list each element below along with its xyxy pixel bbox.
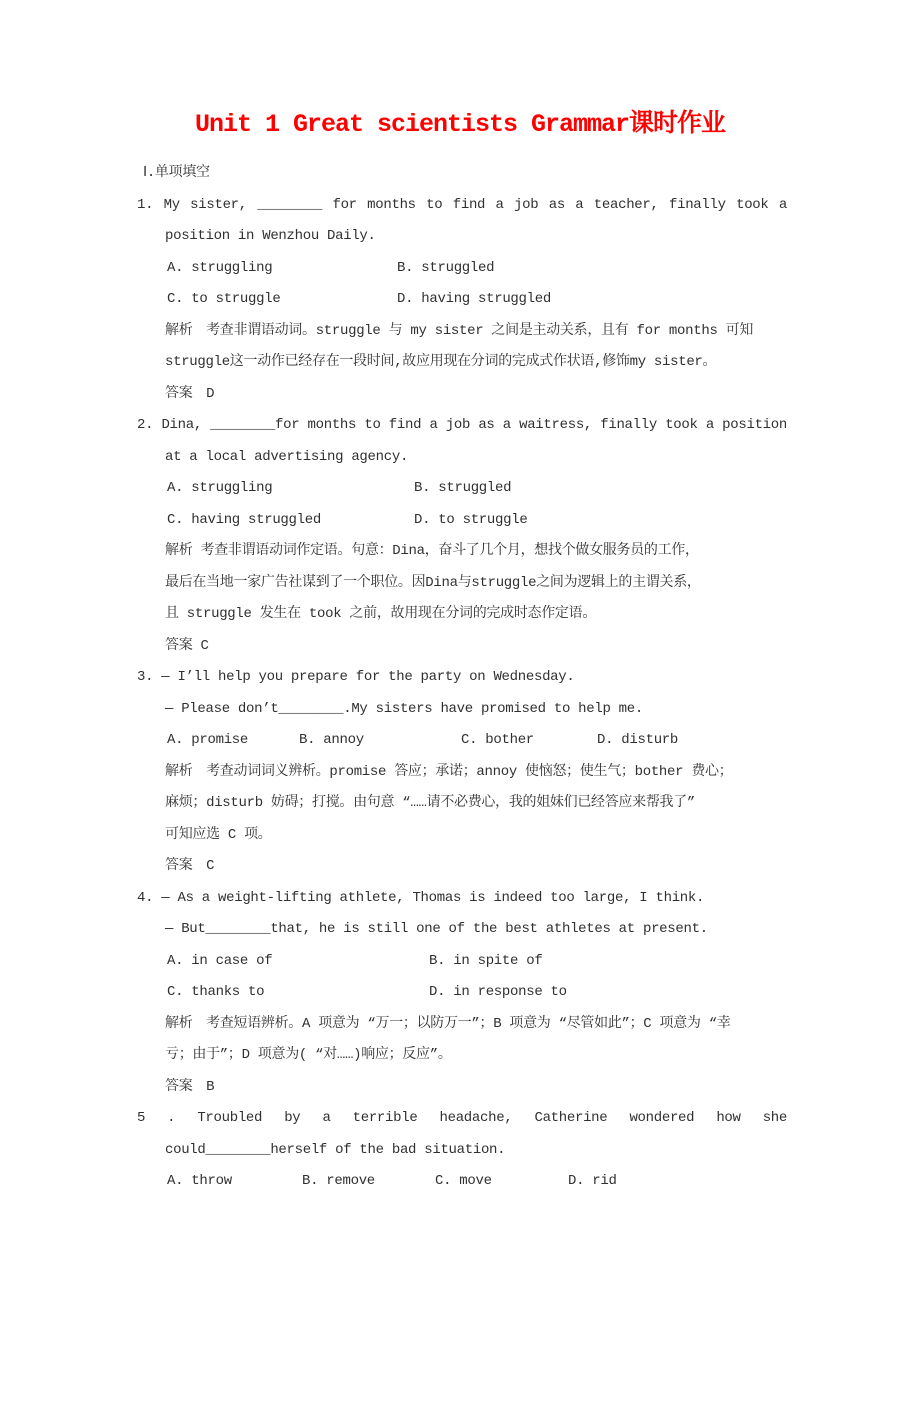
page-title: Unit 1 Great scientists Grammar课时作业 [194, 110, 726, 139]
question-3-options-row [137, 725, 787, 757]
question-4-explanation-line-1: 解析 考查短语辨析。A 项意为 “万一；以防万一”；B 项意为 “尽管如此”；C 项意为 “幸 [165, 1015, 731, 1032]
question-3-option-d: D. disturb [597, 732, 679, 748]
question-1-options-row-1 [137, 253, 787, 285]
question-4-options-row-2 [137, 977, 787, 1009]
question-2-option-b: B. struggled [414, 480, 512, 496]
question-4-option-b: B. in spite of [429, 952, 543, 969]
question-2-stem-line-1: 2. Dina, ________for months to find a job as a waitress, finally took a position [137, 417, 787, 433]
worksheet-body [137, 158, 787, 1198]
question-2-options-row-1 [137, 473, 787, 505]
question-3-stem-line-1: 3. — I’ll help you prepare for the party on Wednesday. [137, 669, 575, 685]
question-3-option-b: B. annoy [299, 732, 364, 748]
question-1-option-d: D. having struggled [397, 291, 551, 307]
question-5-stem-line-2: could________herself of the bad situation. [165, 1141, 506, 1158]
question-4-option-a: A. in case of [167, 952, 273, 969]
question-1-option-b: B. struggled [397, 259, 495, 276]
question-2-explanation-line-2: 最后在当地一家广告社谋到了一个职位。因Dina与struggle之间为逻辑上的主谓关系， [165, 574, 701, 591]
question-5-options-row [137, 1166, 787, 1198]
question-3-explanation-line-2: 麻烦；disturb 妨碍；打搅。由句意 “……请不必费心，我的姐妹们已经答应来帮我了” [165, 795, 696, 811]
question-1-option-a: A. struggling [167, 259, 273, 276]
question-2-option-a: A. struggling [167, 480, 273, 496]
section-heading: Ⅰ.单项填空 [143, 165, 210, 181]
question-4-stem-line-1: 4. — As a weight-lifting athlete, Thomas is indeed too large, I think. [137, 889, 705, 906]
question-3-explanation-line-1: 解析 考查动词词义辨析。promise 答应；承诺；annoy 使恼怒；使生气；bother 费心； [165, 763, 733, 780]
question-1-options-row-2 [137, 284, 787, 316]
question-1-explanation-line-1: 解析 考查非谓语动词。struggle 与 my sister 之间是主动关系，且有 for months 可知 [165, 322, 754, 339]
question-2-explanation-line-1: 解析 考查非谓语动词作定语。句意：Dina，奋斗了几个月，想找个做女服务员的工作， [165, 543, 699, 559]
question-5-option-d: D. rid [568, 1173, 617, 1189]
question-1-option-c: C. to struggle [167, 291, 281, 307]
question-2-option-d: D. to struggle [414, 511, 528, 528]
question-2-stem-line-2: at a local advertising agency. [165, 448, 409, 465]
question-4-option-d: D. in response to [429, 984, 567, 1000]
question-3-explanation-line-3: 可知应选 C 项。 [165, 826, 272, 843]
question-4-options-row-1 [137, 946, 787, 978]
question-4-stem-line-2: — But________that, he is still one of the best athletes at present. [165, 921, 708, 937]
question-2-option-c: C. having struggled [167, 511, 321, 528]
question-3-option-a: A. promise [167, 732, 249, 748]
question-1-explanation-line-2: struggle这一动作已经存在一段时间,故应用现在分词的完成式作状语,修饰my sister。 [165, 354, 717, 370]
question-5-option-b: B. remove [302, 1173, 375, 1189]
question-5-stem-line-1: 5 . Troubled by a terrible headache, Catherine wondered how she [137, 1110, 787, 1126]
question-1-answer: 答案 D [165, 385, 215, 402]
question-1-stem-line-2: position in Wenzhou Daily. [165, 228, 376, 244]
question-2-explanation-line-3: 且 struggle 发生在 took 之前，故用现在分词的完成时态作定语。 [165, 606, 597, 622]
worksheet-page [0, 106, 920, 1198]
question-5-option-c: C. move [435, 1173, 492, 1189]
question-2-answer: 答案 C [165, 637, 209, 654]
question-3-answer: 答案 C [165, 858, 215, 874]
question-4-option-c: C. thanks to [167, 984, 265, 1000]
question-5-option-a: A. throw [167, 1173, 232, 1189]
question-3-stem-line-2: — Please don’t________.My sisters have promised to help me. [165, 700, 643, 717]
question-4-explanation-line-2: 亏；由于”；D 项意为( “对……)响应；反应”。 [165, 1047, 452, 1063]
question-3-option-c: C. bother [461, 732, 534, 748]
question-4-answer: 答案 B [165, 1078, 215, 1095]
question-1-stem-line-1: 1. My sister, ________ for months to find a job as a teacher, finally took a [137, 196, 787, 213]
question-2-options-row-2 [137, 505, 787, 537]
